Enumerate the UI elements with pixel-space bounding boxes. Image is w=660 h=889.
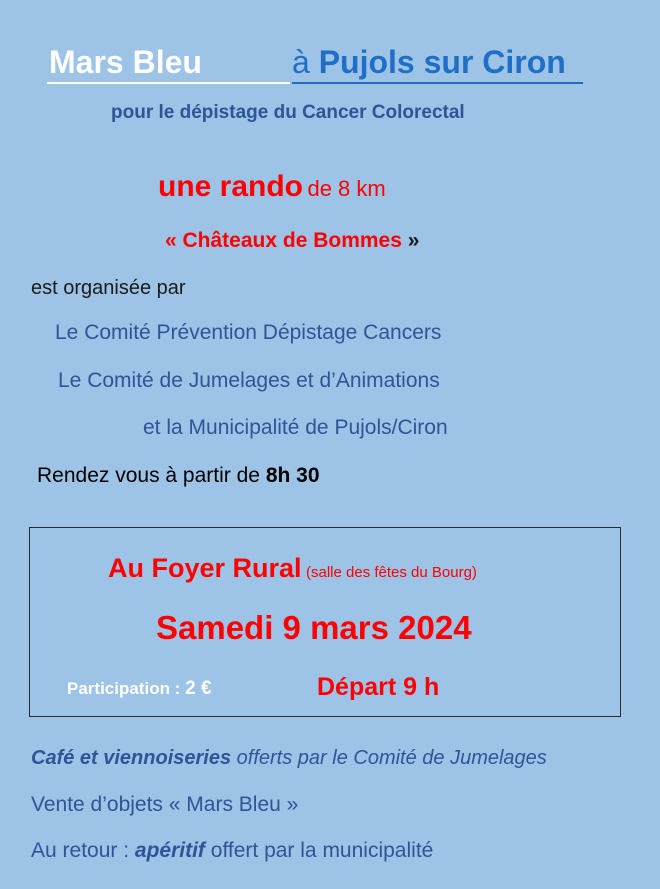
organised-by: est organisée par	[31, 277, 186, 299]
rendez-vous	[37, 464, 320, 488]
retour-rest: offert par la municipalité	[210, 839, 434, 862]
rando-name	[165, 229, 419, 253]
rendez-vous-label: Rendez vous à partir de	[37, 464, 260, 487]
organiser-1: Le Comité Prévention Dépistage Cancers	[55, 321, 442, 344]
title-underline-right	[292, 82, 583, 84]
retour-prefix: Au retour :	[31, 839, 130, 862]
vente-line: Vente d’objets « Mars Bleu »	[31, 793, 299, 816]
title-mars-bleu: Mars Bleu	[49, 44, 202, 80]
event-date: Samedi 9 mars 2024	[156, 609, 472, 646]
rando-title: une rando	[158, 170, 304, 203]
rando-name-close-quote: »	[407, 229, 420, 252]
subtitle: pour le dépistage du Cancer Colorectal	[111, 102, 465, 123]
retour-line	[31, 839, 433, 863]
organiser-3: et la Municipalité de Pujols/Ciron	[143, 416, 448, 439]
rando-line	[158, 170, 386, 204]
rando-distance: de 8 km	[307, 176, 386, 201]
cafe-rest: offerts par le Comité de Jumelages	[236, 747, 547, 769]
cafe-line	[31, 747, 547, 770]
participation-value: 2 €	[185, 678, 212, 699]
departure-time: Départ 9 h	[317, 673, 440, 701]
title-location	[292, 44, 566, 81]
title-underline-left	[47, 82, 290, 84]
participation-label: Participation :	[67, 679, 181, 698]
rendez-vous-time: 8h 30	[265, 464, 320, 487]
title-location-prefix: à	[292, 44, 310, 80]
event-place	[108, 553, 477, 584]
organiser-2: Le Comité de Jumelages et d’Animations	[58, 369, 440, 392]
event-place-name: Au Foyer Rural	[108, 553, 302, 583]
participation	[67, 678, 212, 700]
rando-name-text: « Châteaux de Bommes	[165, 229, 402, 252]
event-place-note: (salle des fêtes du Bourg)	[306, 564, 477, 581]
cafe-bold: Café et viennoiseries	[31, 747, 232, 769]
retour-bold: apéritif	[134, 839, 205, 862]
title-location-name: Pujols sur Ciron	[318, 44, 566, 80]
